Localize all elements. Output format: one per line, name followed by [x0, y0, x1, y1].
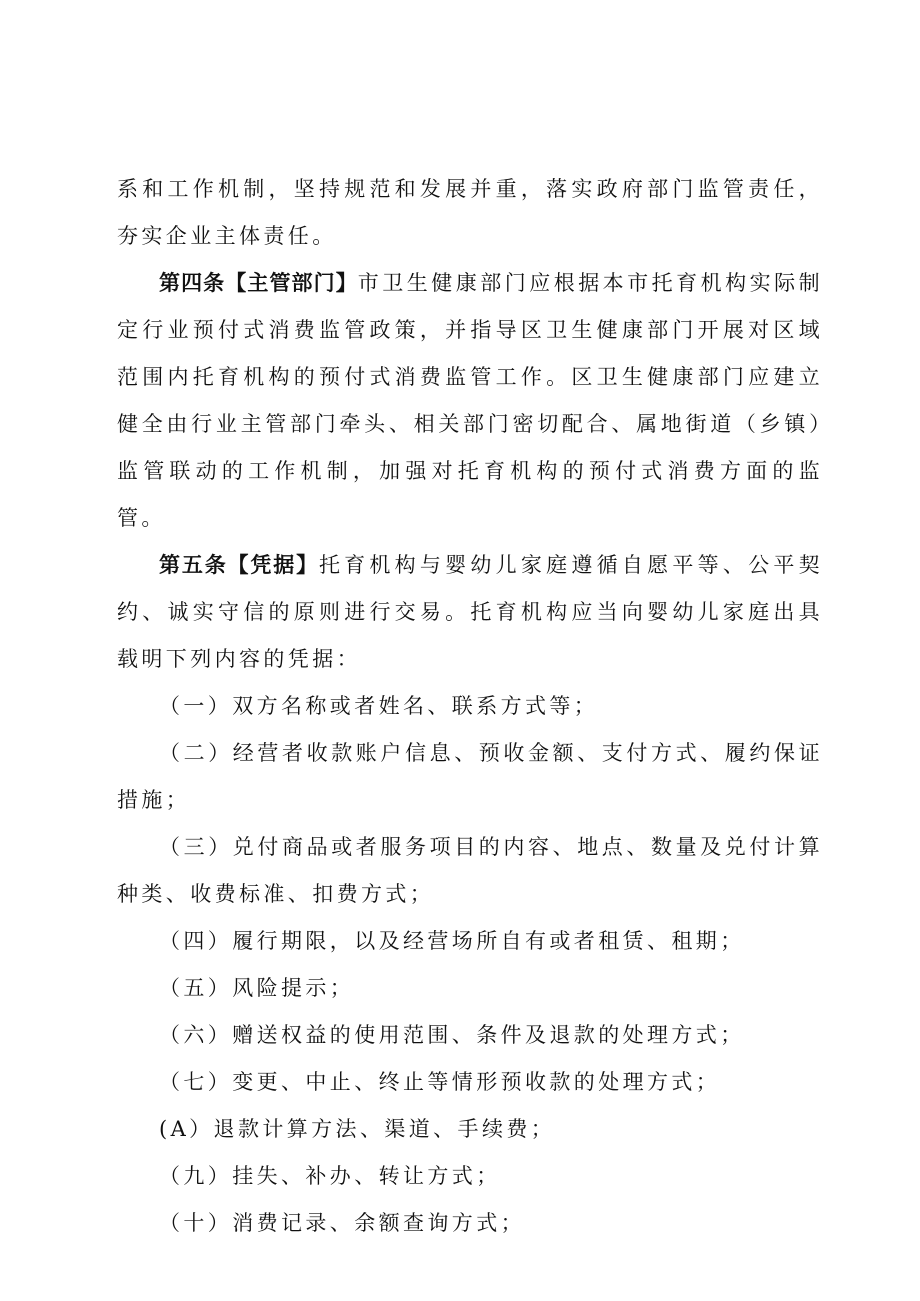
list-item-text: （七）变更、中止、终止等情形预收款的处理方式； — [159, 1070, 721, 1094]
article-4-heading: 第四条【主管部门】 — [159, 271, 358, 295]
paragraph-text: 系和工作机制，坚持规范和发展并重，落实政府部门监管责任，夯实企业主体责任。 — [117, 177, 823, 248]
article-4-text: 市卫生健康部门应根据本市托育机构实际制定行业预付式消费监管政策，并指导区卫生健康部门开展对区域范围内托育机构的预付式消费监管工作。区卫生健康部门应建立健全由行业主管部门牵头、相关部门密切配合、属地街道（乡镇）监管联动的工作机制，加强对托育机构的预付式消费方面的监管。 — [117, 271, 823, 530]
list-item — [117, 683, 823, 730]
list-item-text: （六）赠送权益的使用范围、条件及退款的处理方式； — [159, 1023, 745, 1047]
list-item-text: （三）兑付商品或者服务项目的内容、地点、数量及兑付计算种类、收费标准、扣费方式； — [117, 835, 823, 906]
list-item-text: （五）风险提示； — [159, 976, 355, 1000]
list-item — [117, 1200, 823, 1247]
list-item — [117, 1059, 823, 1106]
list-item-text: （九）挂失、补办、转让方式； — [159, 1164, 501, 1188]
list-item-text: （十）消费记录、余额查询方式； — [159, 1211, 525, 1235]
list-item-text: （一）双方名称或者姓名、联系方式等； — [159, 694, 599, 718]
list-item — [117, 1012, 823, 1059]
list-item-text: (A）退款计算方法、渠道、手续费； — [159, 1117, 556, 1141]
article-4-paragraph — [117, 260, 823, 542]
list-item — [117, 730, 823, 824]
list-item — [117, 1153, 823, 1200]
article-5-heading: 第五条【凭据】 — [159, 553, 319, 577]
list-item — [117, 824, 823, 918]
article-5-paragraph — [117, 542, 823, 683]
paragraph-continuation — [117, 166, 823, 260]
list-item-text: （四）履行期限，以及经营场所自有或者租赁、租期； — [159, 929, 745, 953]
list-item — [117, 918, 823, 965]
article-5-text: 托育机构与婴幼儿家庭遵循自愿平等、公平契约、诚实守信的原则进行交易。托育机构应当向婴幼儿家庭出具载明下列内容的凭据： — [117, 553, 824, 671]
list-item — [117, 965, 823, 1012]
list-item-text: （二）经营者收款账户信息、预收金额、支付方式、履约保证措施； — [117, 741, 823, 812]
list-item — [117, 1106, 823, 1153]
document-body — [117, 166, 823, 1247]
